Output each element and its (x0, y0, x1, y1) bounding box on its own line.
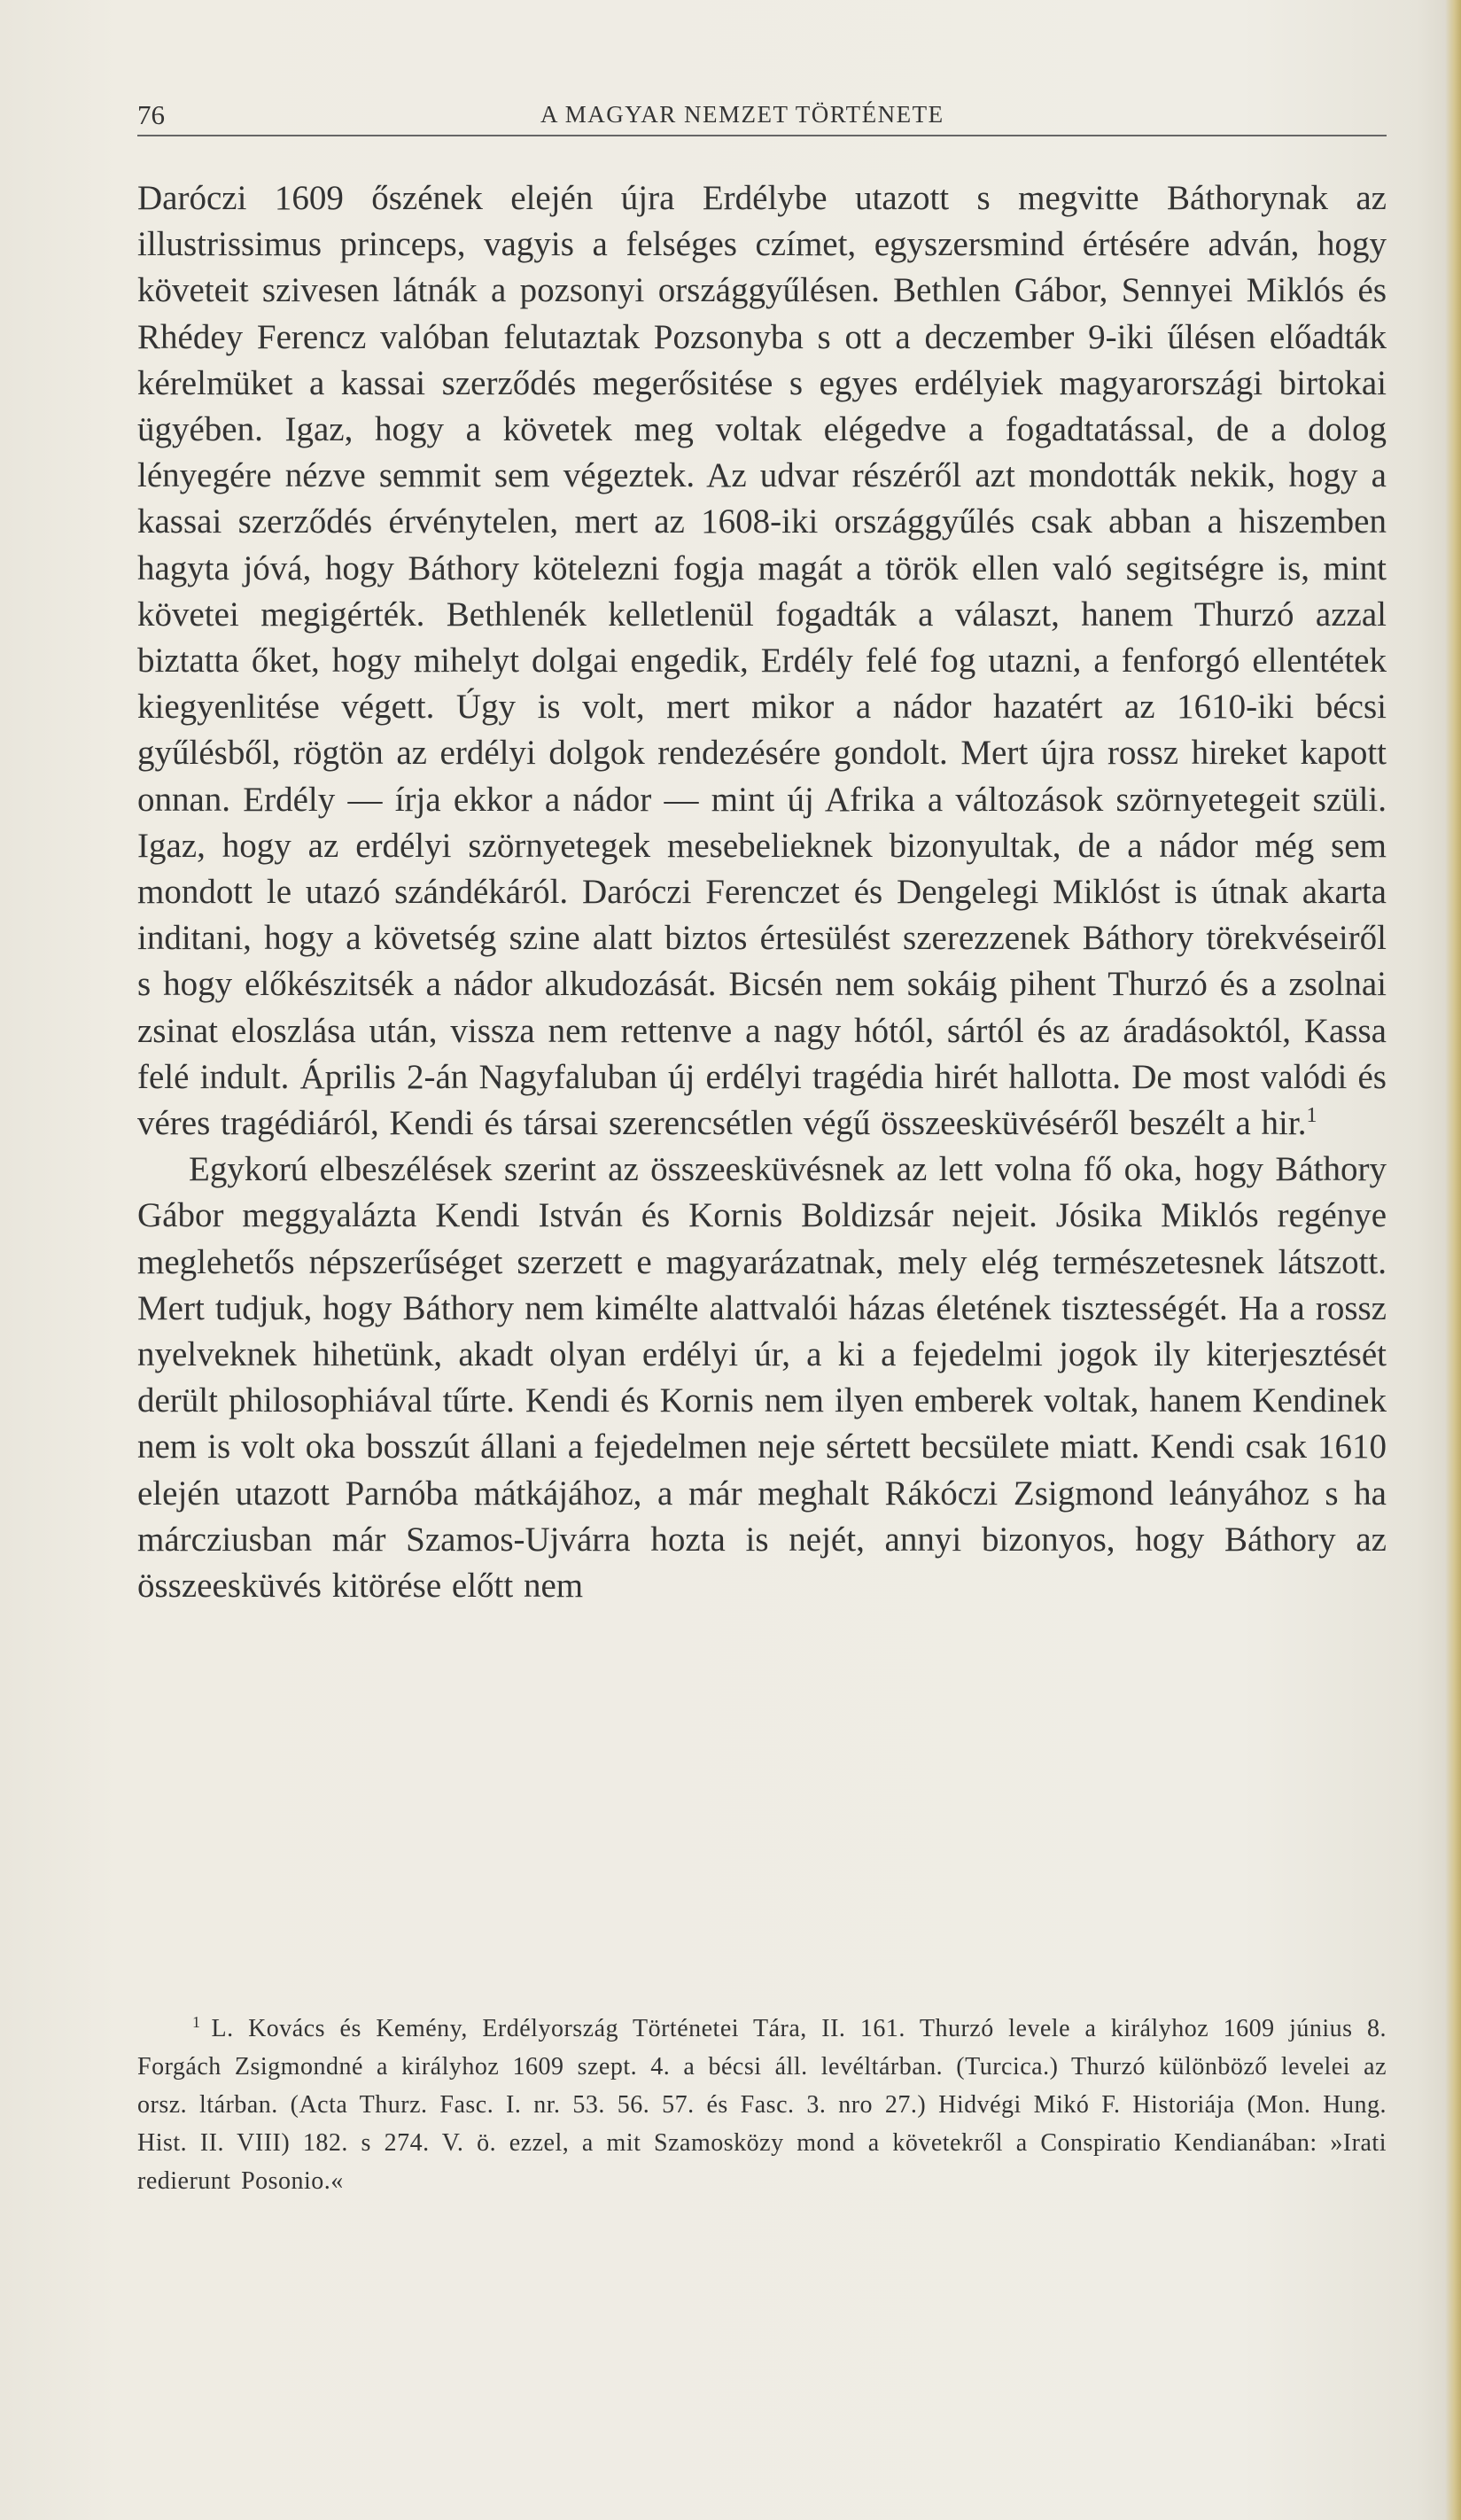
paragraph: Egykorú elbeszélések szerint az összeesküvésnek az lett volna fő oka, hogy Báthory Gábor meggyalázta Kendi István és Kornis Boldizsár nejeit. Jósika Miklós regénye meglehetős népszerűséget szerzett e magyarázatnak, mely elég természetesnek látszott. Mert tudjuk, hogy Báthory nem kimélte alattvalói házas életének tisztességét. Ha a rossz nyelveknek hihetünk, akadt olyan erdélyi úr, a ki a fejedelmi jogok ily kiterjesztését derült philosophiával tűrte. Kendi és Kornis nem ilyen emberek voltak, hanem Kendinek nem is volt oka bosszút állani a fejedelmen neje sértett becsülete miatt. Kendi csak 1610 elején utazott Parnóba mátkájához, a már meghalt Rákóczi Zsigmond leányához s ha márcziusban már Szamos-Ujvárra hozta is nejét, annyi bizonyos, hogy Báthory az összeesküvés kitörése előtt nem (137, 1150, 1387, 1606)
footnotes (137, 2010, 1387, 2200)
running-title: A MAGYAR NEMZET TÖRTÉNETE (540, 101, 944, 128)
footnote-marker: 1 (192, 2012, 201, 2031)
paragraph-text: Daróczi 1609 őszének elején újra Erdélybe utazott s megvitte Báthorynak az illustrissimus princeps, vagyis a felséges czímet, egyszersmind értésére adván, hogy követeit szivesen látnák a pozsonyi országgyűlésen. Bethlen Gábor, Sennyei Miklós és Rhédey Ferencz valóban felutaztak Pozsonyba s ott a deczember 9-iki űlésen előadták kérelmüket a kassai szerződés megerősitése s egyes erdélyiek magyarországi birtokai ügyében. Igaz, hogy a követek meg voltak elégedve a fogadtatással, de a dolog lényegére nézve semmit sem végeztek. Az udvar részéről azt mondották nekik, hogy a kassai szerződés érvénytelen, mert az 1608-iki országgyűlés csak abban a hiszemben hagyta jóvá, hogy Báthory kötelezni fogja magát a török ellen való segitségre is, mint követei megigérték. Bethlenék kelletlenül fogadták a választ, hanem Thurzó azzal biztatta őket, hogy mihelyt dolgai engedik, Erdély felé fog utazni, a fenforgó ellentétek kiegyenlitése végett. Úgy is volt, mert mikor a nádor hazatért az 1610-iki bécsi gyűlésből, rögtön az erdélyi dolgok rendezésére gondolt. Mert újra rossz hireket kapott onnan. Erdély — írja ekkor a nádor — mint új Afrika a változások szörnyetegeit szüli. Igaz, hogy az erdélyi szörnyetegek mesebelieknek bizonyultak, de a nádor még sem mondott le utazó szándékáról. Daróczi Ferenczet és Dengelegi Miklóst is útnak akarta inditani, hogy a követség szine alatt biztos értesülést szerezzenek Báthory törekvéseiről s hogy előkészitsék a nádor alkudozását. Bicsén nem sokáig pihent Thurzó és a zsolnai zsinat eloszlása után, vissza nem rettenve a nagy hótól, sártól és az áradásoktól, Kassa felé indult. Április 2-án Nagyfaluban új erdélyi tragédia hirét hallotta. De most valódi és véres tragédiáról, Kendi és társai szerencsétlen végű összeesküvéséről beszélt a hir. (137, 179, 1387, 1143)
footnote-reference: 1 (1306, 1104, 1317, 1128)
paragraph (137, 175, 1387, 1147)
page-header (137, 90, 1387, 136)
footnote-text: L. Kovács és Kemény, Erdélyország Történetei Tára, II. 161. Thurzó levele a királyhoz 1609 június 8. Forgách Zsigmondné a királyhoz 1609 szept. 4. a bécsi áll. levéltárban. (Turcica.) Thurzó különböző levelei az orsz. ltárban. (Acta Thurz. Fasc. I. nr. 53. 56. 57. és Fasc. 3. nro 27.) Hidvégi Mikó F. Historiája (Mon. Hung. Hist. II. VIII) 182. s 274. V. ö. ezzel, a mit Szamosközy mond a követekről a Conspiratio Kendianában: »Irati redierunt Posonio.« (137, 2015, 1387, 2195)
main-text (137, 175, 1387, 1609)
footnote (137, 2010, 1387, 2200)
page-edge-shadow (1445, 0, 1461, 2520)
page-number: 76 (137, 99, 165, 130)
